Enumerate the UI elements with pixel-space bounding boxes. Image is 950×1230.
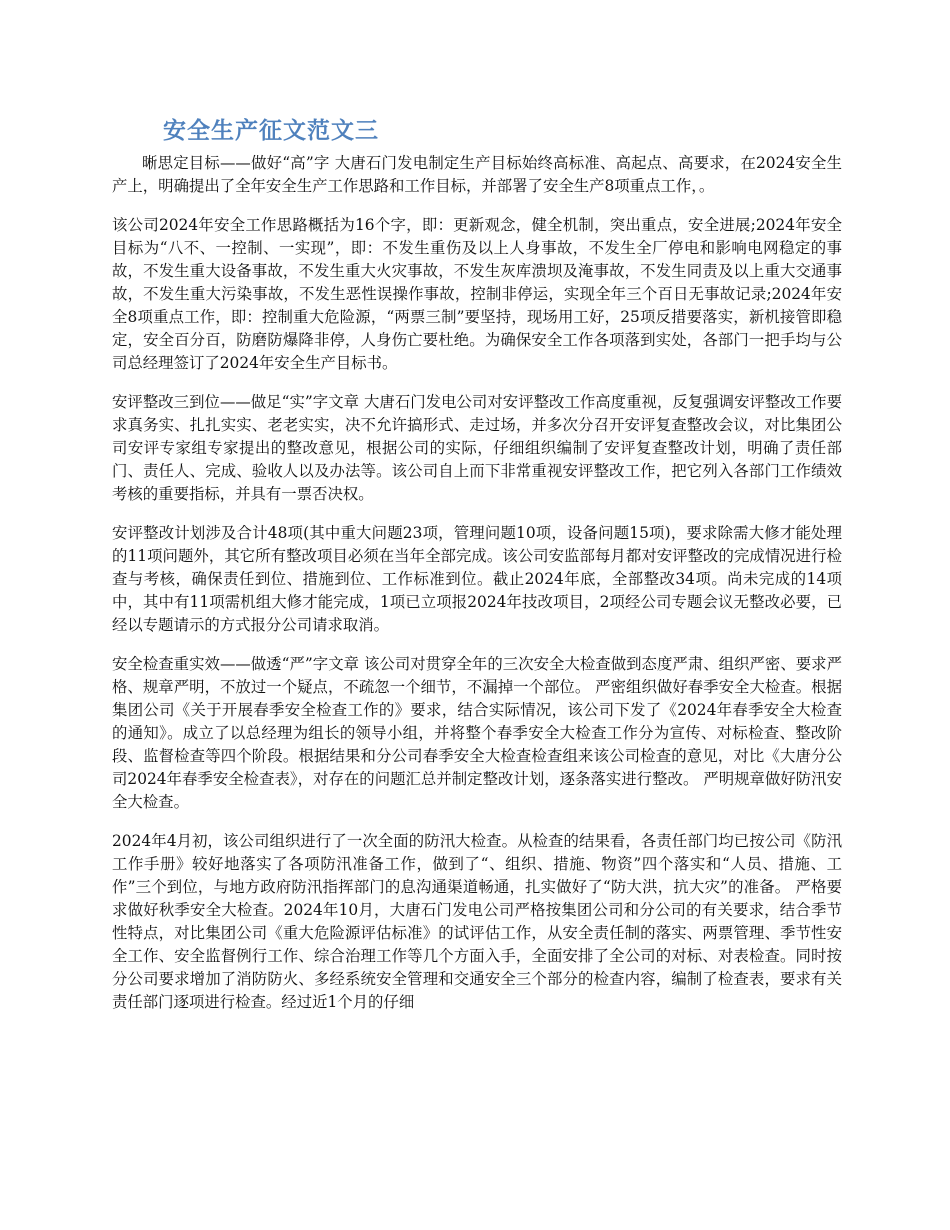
paragraph-4: 安评整改计划涉及合计48项(其中重大问题23项，管理问题10项，设备问题15项)，要求除需大修才能处理的11项问题外，其它所有整改项目必须在当年全部完成。该公司安监部每月都对安评整改的完成情况进行检查与考核，确保责任到位、措施到位、工作标准到位。截止2024年底，全部整改34项。尚未完成的14项中，其中有11项需机组大修才能完成，1项已立项报2024年技改项目，2项经公司专题会议无整改必要，已经以专题请示的方式报分公司请求取消。 — [112, 524, 842, 634]
paragraph-5: 安全检查重实效——做透“严”字文章 该公司对贯穿全年的三次安全大检查做到态度严肃、组织严密、要求严格、规章严明，不放过一个疑点，不疏忽一个细节，不漏掉一个部位。 严密组织做好春季安全大检查。根据集团公司《关于开展春季安全检查工作的》要求，结合实际情况，该公司下发了《2024年春季安全大检查的通知》。成立了以总经理为组长的领导小组，并将整个春季安全大检查工作分为宣传、对标检查、整改阶段、监督检查等四个阶段。根据结果和分公司春季安全大检查检查组来该公司检查的意见，对比《大唐分公司2024年春季安全检查表》，对存在的问题汇总并制定整改计划，逐条落实进行整改。 严明规章做好防汛安全大检查。 — [112, 655, 842, 811]
document-body — [112, 152, 842, 1030]
paragraph-6: 2024年4月初，该公司组织进行了一次全面的防汛大检查。从检查的结果看，各责任部门均已按公司《防汛工作手册》较好地落实了各项防汛准备工作，做到了“、组织、措施、物资”四个落实和“人员、措施、工作”三个到位，与地方政府防汛指挥部门的息沟通渠道畅通，扎实做好了“防大洪，抗大灾”的准备。 严格要求做好秋季安全大检查。2024年10月，大唐石门发电公司严格按集团公司和分公司的有关要求，结合季节性特点，对比集团公司《重大危险源评估标准》的试评估工作，从安全责任制的落实、两票管理、季节性安全工作、安全监督例行工作、综合治理工作等几个方面入手，全面安排了全公司的对标、对表检查。同时按分公司要求增加了消防防火、多经系统安全管理和交通安全三个部分的检查内容，编制了检查表，要求有关责任部门逐项进行检查。经过近1个月的仔细 — [112, 832, 842, 1011]
paragraph-2: 该公司2024年安全工作思路概括为16个字，即：更新观念，健全机制，突出重点，安全进展;2024年安全目标为“八不、一控制、一实现”，即：不发生重伤及以上人身事故，不发生全厂停电和影响电网稳定的事故，不发生重大设备事故，不发生重大火灾事故，不发生灰库溃坝及淹事故，不发生同责及以上重大交通事故，不发生重大污染事故，不发生恶性误操作事故，控制非停运，实现全年三个百日无事故记录;2024年安全8项重点工作，即：控制重大危险源，“两票三制”要坚持，现场用工好，25项反措要落实，新机接管即稳定，安全百分百，防磨防爆降非停，人身伤亡要杜绝。为确保安全工作各项落到实处，各部门一把手均与公司总经理签订了2024年安全生产目标书。 — [112, 216, 842, 372]
paragraph-1: 晰思定目标——做好“高”字 大唐石门发电制定生产目标始终高标准、高起点、高要求，在2024安全生产上，明确提出了全年安全生产工作思路和工作目标，并部署了安全生产8项重点工作，。 — [112, 154, 842, 195]
document-title: 安全生产征文范文三 — [163, 118, 379, 144]
paragraph-3: 安评整改三到位——做足“实”字文章 大唐石门发电公司对安评整改工作高度重视，反复强调安评整改工作要求真务实、扎扎实实、老老实实，决不允许搞形式、走过场，并多次分召开安评复查整改会议，对比集团公司安评专家组专家提出的整改意见，根据公司的实际，仔细组织编制了安评复查整改计划，明确了责任部门、责任人、完成、验收人以及办法等。该公司自上而下非常重视安评整改工作，把它列入各部门工作绩效考核的重要指标，并具有一票否决权。 — [112, 393, 842, 503]
